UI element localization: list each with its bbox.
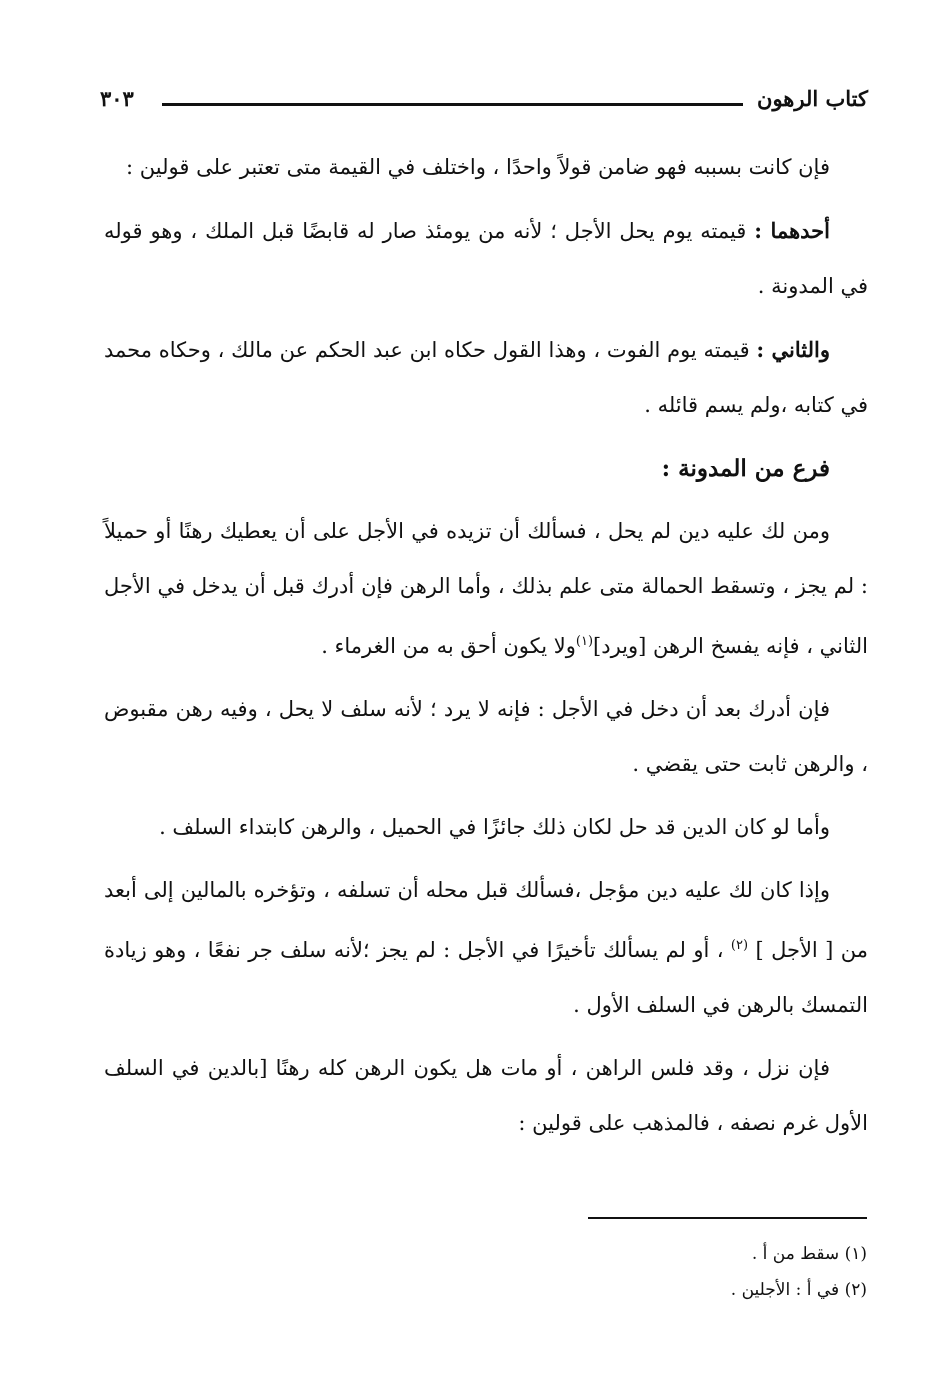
footnote-2: (٢) في أ : الأجلين .: [730, 1280, 867, 1300]
paragraph-5: فإن أدرك بعد أن دخل في الأجل : فإنه لا يرد ؛ لأنه سلف لا يحل ، وفيه رهن مقبوض ، والرهن ثابت حتى يقضي .: [104, 697, 868, 776]
paragraph-2: [104, 203, 868, 314]
paragraph-3-text: قيمته يوم الفوت ، وهذا القول حكاه ابن عبد الحكم عن مالك ، وحكاه محمد في كتابه ،ولم يسم قائله .: [104, 338, 868, 417]
paragraph-2-lead: أحدهما :: [754, 218, 830, 243]
paragraph-7-text: وإذا كان لك عليه دين مؤجل ،فسألك قبل محله أن تسلفه ، وتؤخره بالمالين إلى أبعد من [ الأجل ]: [104, 878, 868, 962]
paragraph-1: فإن كانت بسببه فهو ضامن قولاً واحدًا ، واختلف في القيمة متى تعتبر على قولين :: [126, 155, 830, 179]
footnote-separator: [588, 1217, 867, 1219]
paragraph-6: وأما لو كان الدين قد حل لكان ذلك جائزًا في الحميل ، والرهن كابتداء السلف .: [159, 815, 830, 839]
section-subheading: فرع من المدونة :: [661, 455, 830, 482]
footnote-1: (١) سقط من أ .: [751, 1244, 867, 1264]
paragraph-4-text: ومن لك عليه دين لم يحل ، فسألك أن تزيده في الأجل على أن يعطيك رهنًا أو حميلاً : لم يجز ، وتسقط الحمالة متى علم بذلك ، وأما الرهن فإن أدرك قبل أن يدخل في الأجل الثاني ، فإنه يفسخ الرهن [ويرد]: [104, 519, 868, 658]
header-rule: [162, 103, 743, 106]
paragraph-3: [104, 322, 868, 433]
footnote-ref-1: (١): [575, 634, 594, 649]
paragraph-2-text: قيمته يوم يحل الأجل ؛ لأنه من يومئذ صار له قابضًا قبل الملك ، وهو قوله في المدونة .: [104, 219, 868, 298]
paragraph-4-text-2: ولا يكون أحق به من الغرماء .: [321, 634, 576, 658]
paragraph-7-text-2: ، أو لم يسألك تأخيرًا في الأجل : لم يجز ؛لأنه سلف جر نفعًا ، وهو زيادة التمسك بالرهن في السلف الأول .: [104, 938, 868, 1017]
running-title: كتاب الرهون: [757, 86, 868, 111]
page-number: ٣٠٣: [100, 86, 134, 111]
footnotes: [500, 1236, 867, 1308]
main-text: [104, 140, 868, 1159]
paragraph-8: فإن نزل ، وقد فلس الراهن ، أو مات هل يكون الرهن كله رهنًا [بالدين في السلف الأول غرم نصفه ، فالمذهب على قولين :: [104, 1056, 868, 1135]
paragraph-7: [104, 863, 868, 1033]
footnote-ref-2: (٢): [730, 938, 749, 953]
page-header: [100, 86, 868, 120]
paragraph-3-lead: والثاني :: [756, 337, 830, 362]
paragraph-4: [104, 504, 868, 674]
